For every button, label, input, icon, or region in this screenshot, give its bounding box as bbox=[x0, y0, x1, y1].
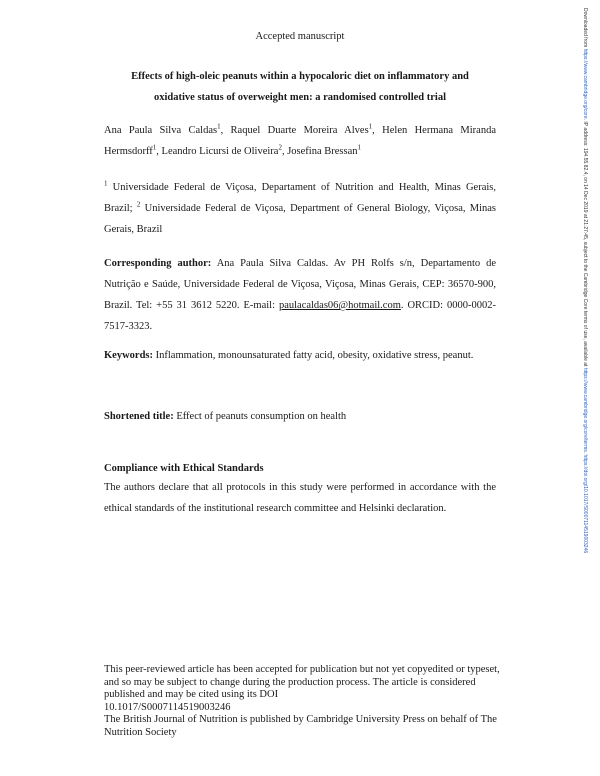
author-name: Josefina Bressan bbox=[287, 146, 358, 157]
sidenote-prefix: Downloaded from bbox=[582, 8, 588, 48]
author-name: Raquel Duarte Moreira Alves bbox=[230, 125, 369, 136]
sidenote-link-terms[interactable]: https://www.cambridge.org/core/terms bbox=[582, 367, 588, 452]
author-affiliation-sup: 1 bbox=[152, 143, 157, 152]
keywords-text: Inflammation, monounsaturated fatty acid, obesity, oxidative stress, peanut. bbox=[155, 350, 474, 361]
author-name: Helen Hermana Miranda Hermsdorff bbox=[104, 125, 496, 157]
keywords bbox=[104, 345, 496, 366]
corresponding-author-text: Ana Paula Silva Caldas. Av PH Rolfs s/n, Departamento de Nutrição e Saúde, Universidade Federal de Viçosa, Viçosa, Minas Gerais, CEP: 36570-900, Brazil. Tel: +55 31 3612 5220. E-mail: bbox=[104, 258, 496, 311]
author-affiliation-sup: 1 bbox=[217, 122, 221, 131]
compliance-text: The authors declare that all protocols in this study were performed in accordance with the ethical standards of the institutional research committee and Helsinki declaration. bbox=[104, 482, 496, 514]
affiliation-sup: 2 bbox=[136, 200, 141, 209]
sidenote-link-doi[interactable]: https://doi.org/10.1017/S0007114519003246 bbox=[582, 454, 588, 554]
author-name: Leandro Licursi de Oliveira bbox=[161, 146, 279, 157]
corresponding-author-orcid: . ORCID: 0000-0002-7517-3323. bbox=[104, 300, 496, 332]
author-affiliation-sup: 1 bbox=[368, 122, 373, 131]
email-link[interactable]: paulacaldas06@hotmail.com bbox=[278, 300, 401, 311]
sidenote-dot: . bbox=[582, 451, 588, 454]
accepted-manuscript-label: Accepted manuscript bbox=[255, 31, 345, 42]
affiliation-text: Universidade Federal de Viçosa, Department of General Biology, Viçosa, Minas Gerais, Brazil bbox=[104, 203, 497, 235]
footer-doi: 10.1017/S0007114519003246 bbox=[104, 701, 231, 713]
shortened-title-text: Effect of peanuts consumption on health bbox=[176, 411, 347, 422]
article-title-line-1: Effects of high-oleic peanuts within a hypocaloric diet on inflammatory and bbox=[131, 71, 469, 82]
keywords-label: Keywords: bbox=[104, 350, 153, 361]
footer-note: This peer-reviewed article has been accepted for publication but not yet copyedited or typeset, and so may be subject to change during the production process. The article is considered published and may be cited using its DOI bbox=[104, 664, 500, 701]
compliance-heading: Compliance with Ethical Standards bbox=[104, 463, 264, 474]
affiliation-text: Universidade Federal de Viçosa, Departament of Nutrition and Health, Minas Gerais, Brazil; bbox=[104, 182, 497, 214]
footer-publisher: The British Journal of Nutrition is published by Cambridge University Press on behalf of The Nutrition Society bbox=[104, 714, 497, 738]
shortened-title bbox=[104, 406, 496, 427]
sidenote-middle: . IP address: 194.55.82.4, on 14 Dec 2019 at 21:27:45, subject to the Cambridge Core terms of use, available at bbox=[582, 118, 588, 367]
corresponding-author bbox=[104, 253, 496, 337]
affiliation-sup: 1 bbox=[104, 179, 108, 188]
author-list: Ana Paula Silva Caldas$^1$, Raquel Duarte Moreira Alves$^1$, Helen Hermana Miranda Hermsdorff$^1$, Leandro Licursi de Oliveira$^2$, Josefina Bressan$^1$ bbox=[104, 122, 496, 157]
sidenote-link-core[interactable]: https://www.cambridge.org/core bbox=[582, 48, 588, 119]
shortened-title-label: Shortened title: bbox=[104, 411, 174, 422]
corresponding-author-label: Corresponding author: bbox=[104, 258, 212, 269]
affiliations bbox=[104, 177, 496, 240]
footer-notice bbox=[104, 664, 514, 740]
author-affiliation-sup: 1 bbox=[357, 143, 361, 152]
article-title bbox=[0, 66, 600, 108]
author-affiliation-sup: 2 bbox=[278, 143, 282, 152]
author-name: Ana Paula Silva Caldas bbox=[104, 125, 218, 136]
download-sidenote bbox=[578, 8, 588, 768]
article-title-line-2: oxidative status of overweight men: a randomised controlled trial bbox=[153, 92, 447, 103]
